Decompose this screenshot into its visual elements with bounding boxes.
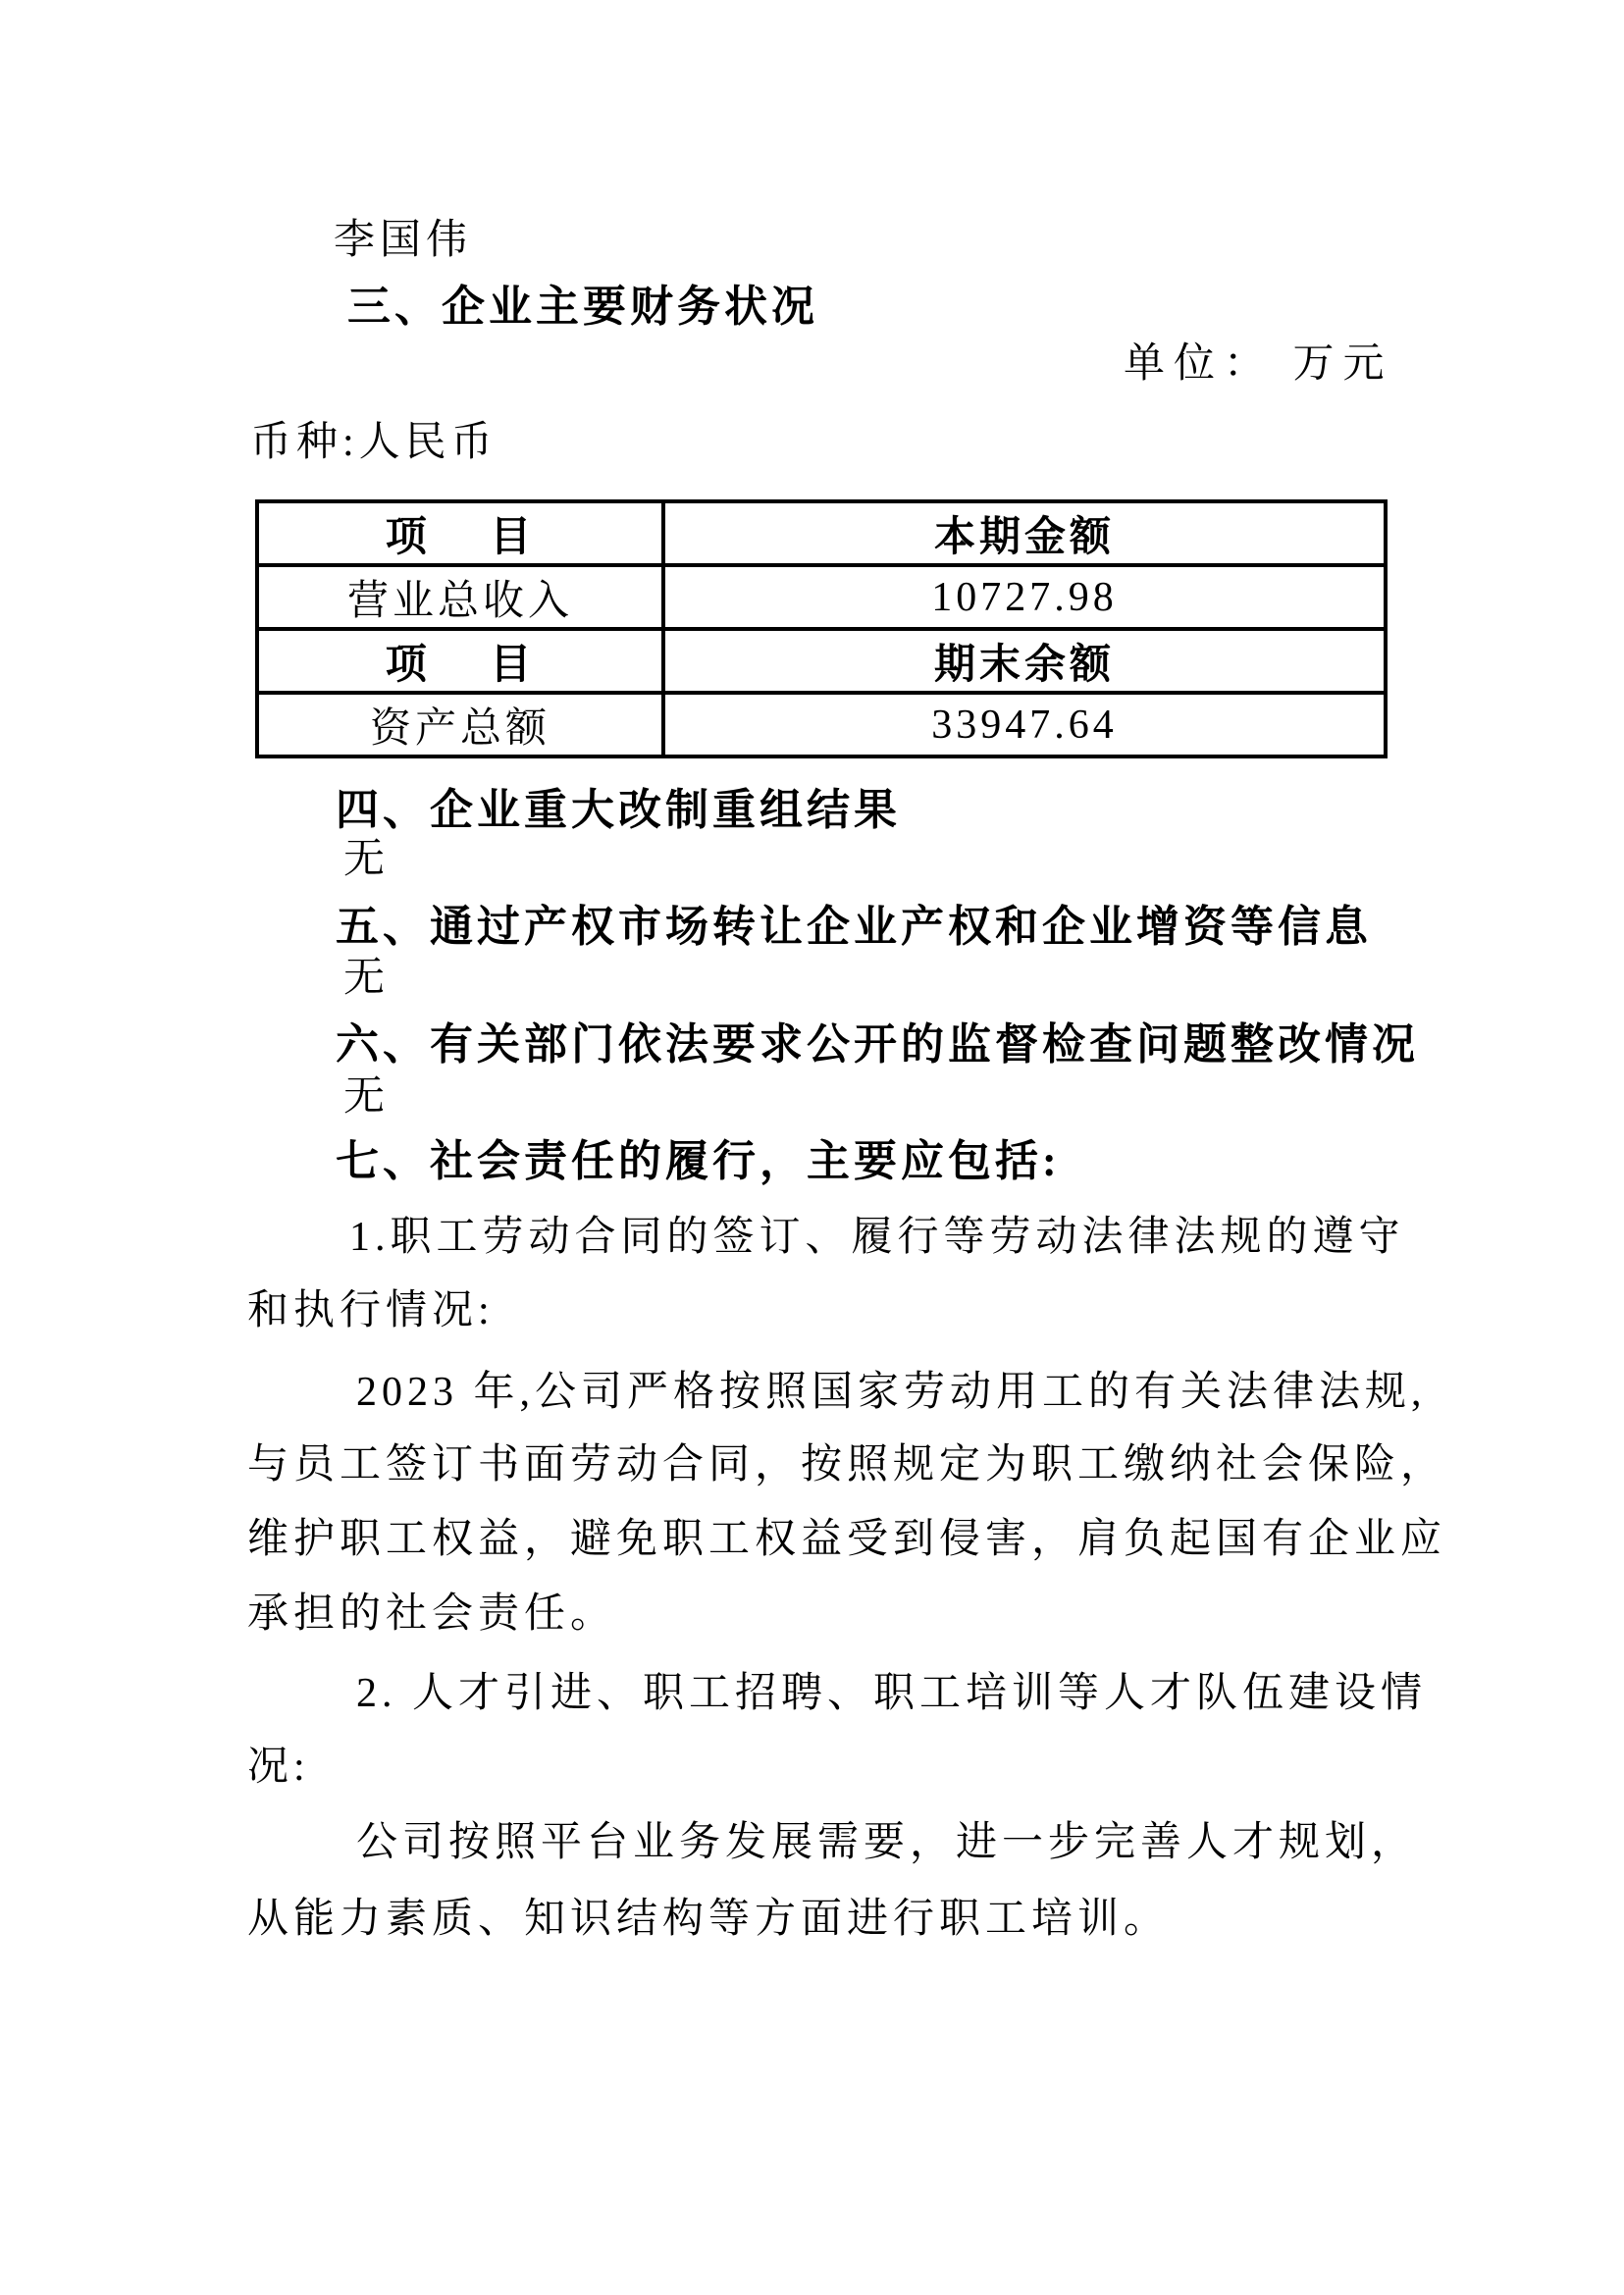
table-cell-assets-label: 资产总额	[257, 693, 663, 756]
section-4-content: 无	[343, 837, 391, 882]
section-6-heading: 六、有关部门依法要求公开的监督检查问题整改情况	[336, 1020, 1419, 1069]
paragraph-line: 况:	[247, 1745, 310, 1790]
table-cell-assets-value: 33947.64	[663, 693, 1386, 756]
section-5-heading: 五、通过产权市场转让企业产权和企业增资等信息	[336, 903, 1372, 951]
table-cell-revenue-value: 10727.98	[663, 565, 1386, 629]
unit-label: 单位： 万元	[1124, 341, 1393, 387]
section-6-content: 无	[343, 1074, 391, 1120]
paragraph-line: 维护职工权益，避免职工权益受到侵害，肩负起国有企业应	[247, 1517, 1447, 1562]
financial-table	[255, 499, 1388, 758]
table-header-current-amount: 本期金额	[663, 501, 1386, 565]
table-header-item-label: 项 目	[257, 501, 663, 565]
author-name: 李国伟	[334, 218, 473, 263]
paragraph-line: 公司按照平台业务发展需要，进一步完善人才规划，	[356, 1820, 1418, 1865]
section-5-content: 无	[343, 956, 391, 1001]
paragraph-line: 从能力素质、知识结构等方面进行职工培训。	[247, 1897, 1171, 1942]
table-row-assets	[257, 693, 1386, 756]
table-row-header-current	[257, 501, 1386, 565]
section-3-heading: 三、企业主要财务状况	[347, 283, 818, 331]
paragraph-line: 1.职工劳动合同的签订、履行等劳动法律法规的遵守	[349, 1215, 1405, 1260]
paragraph-line: 2. 人才引进、职工招聘、职工培训等人才队伍建设情	[356, 1671, 1428, 1716]
paragraph-line: 与员工签订书面劳动合同，按照规定为职工缴纳社会保险，	[247, 1442, 1447, 1487]
paragraph-line: 和执行情况:	[247, 1288, 495, 1333]
table-row-revenue	[257, 565, 1386, 629]
currency-label: 币种:人民币	[250, 420, 498, 465]
table-row-header-ending	[257, 629, 1386, 693]
table-header-item-label-2: 项 目	[257, 629, 663, 693]
table-header-ending-balance: 期末余额	[663, 629, 1386, 693]
table-cell-revenue-label: 营业总收入	[257, 565, 663, 629]
paragraph-line: 2023 年,公司严格按照国家劳动用工的有关法律法规,	[356, 1370, 1427, 1415]
section-7-heading: 七、社会责任的履行，主要应包括:	[336, 1137, 1061, 1185]
section-4-heading: 四、企业重大改制重组结果	[336, 786, 901, 834]
paragraph-line: 承担的社会责任。	[247, 1591, 617, 1637]
